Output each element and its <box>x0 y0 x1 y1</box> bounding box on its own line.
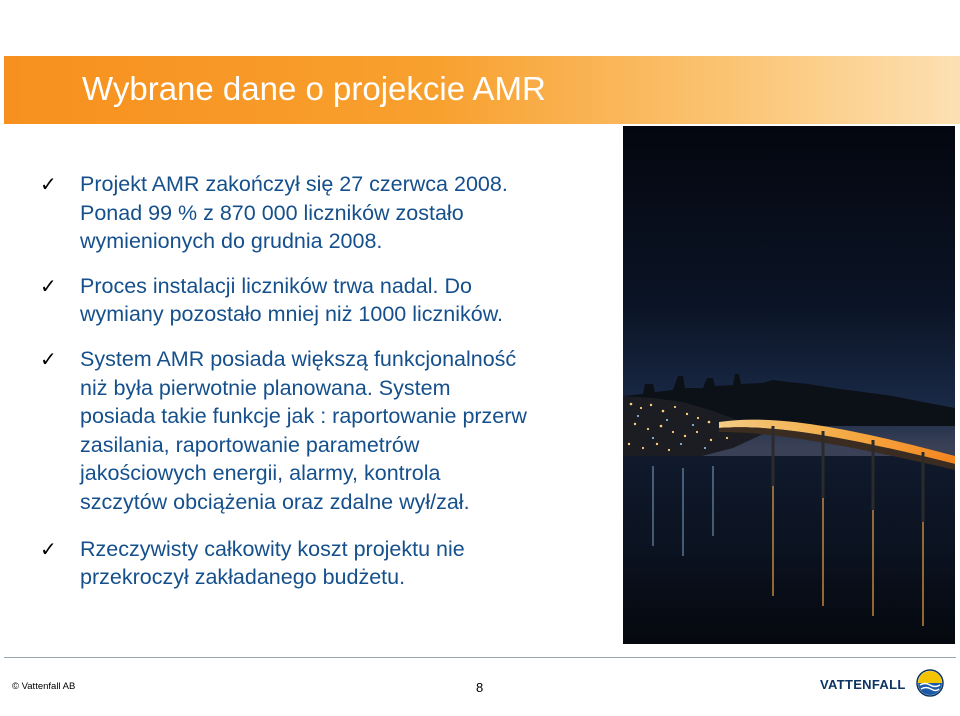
bullet-text-line: posiada takie funkcje jak : raportowanie przerw <box>80 404 527 429</box>
bullet-text-line: System AMR posiada większą funkcjonalność <box>80 346 517 371</box>
bullet-text-line: wymiany pozostało mniej niż 1000 liczników. <box>80 302 504 327</box>
bullet-text-line: zasilania, raportowanie parametrów <box>80 432 420 457</box>
checkmark-icon: ✓ <box>40 536 57 561</box>
checkmark-icon: ✓ <box>40 346 57 371</box>
checkmark-icon: ✓ <box>40 172 57 196</box>
bullet-text-line: niż była pierwotnie planowana. System <box>80 375 451 400</box>
checkmark-icon: ✓ <box>40 273 57 298</box>
footer-divider <box>4 657 956 658</box>
bullet-text-line: Projekt AMR zakończył się 27 czerwca 2008. <box>80 172 508 196</box>
bullet-text-line: Ponad 99 % z 870 000 liczników zostało <box>80 200 464 225</box>
title-bar <box>4 56 960 124</box>
bullet-item <box>0 170 600 256</box>
bullet-text-line: jakościowych energii, alarmy, kontrola <box>80 461 441 486</box>
bullet-text-line: przekroczył zakładanego budżetu. <box>80 565 406 590</box>
bullet-item <box>0 535 600 592</box>
bullet-text-line: Proces instalacji liczników trwa nadal. Do <box>80 273 472 298</box>
vattenfall-logo <box>820 669 946 701</box>
bullet-text-line: wymienionych do grudnia 2008. <box>80 229 383 254</box>
bullet-text-line: Rzeczywisty całkowity koszt projektu nie <box>80 536 465 561</box>
page-number: 8 <box>476 680 484 695</box>
bullet-item <box>0 345 600 517</box>
night-city-bridge-photo <box>623 126 955 644</box>
slide-title: Wybrane dane o projekcie AMR <box>82 70 546 107</box>
bullet-list <box>0 170 600 608</box>
bullet-text-line: szczytów obciążenia oraz zdalne wył/zał. <box>80 489 470 514</box>
copyright-text: © Vattenfall AB <box>12 681 76 692</box>
logo-wordmark: VATTENFALL <box>820 677 906 692</box>
bullet-item <box>0 272 600 329</box>
vattenfall-logo-icon <box>916 669 944 697</box>
